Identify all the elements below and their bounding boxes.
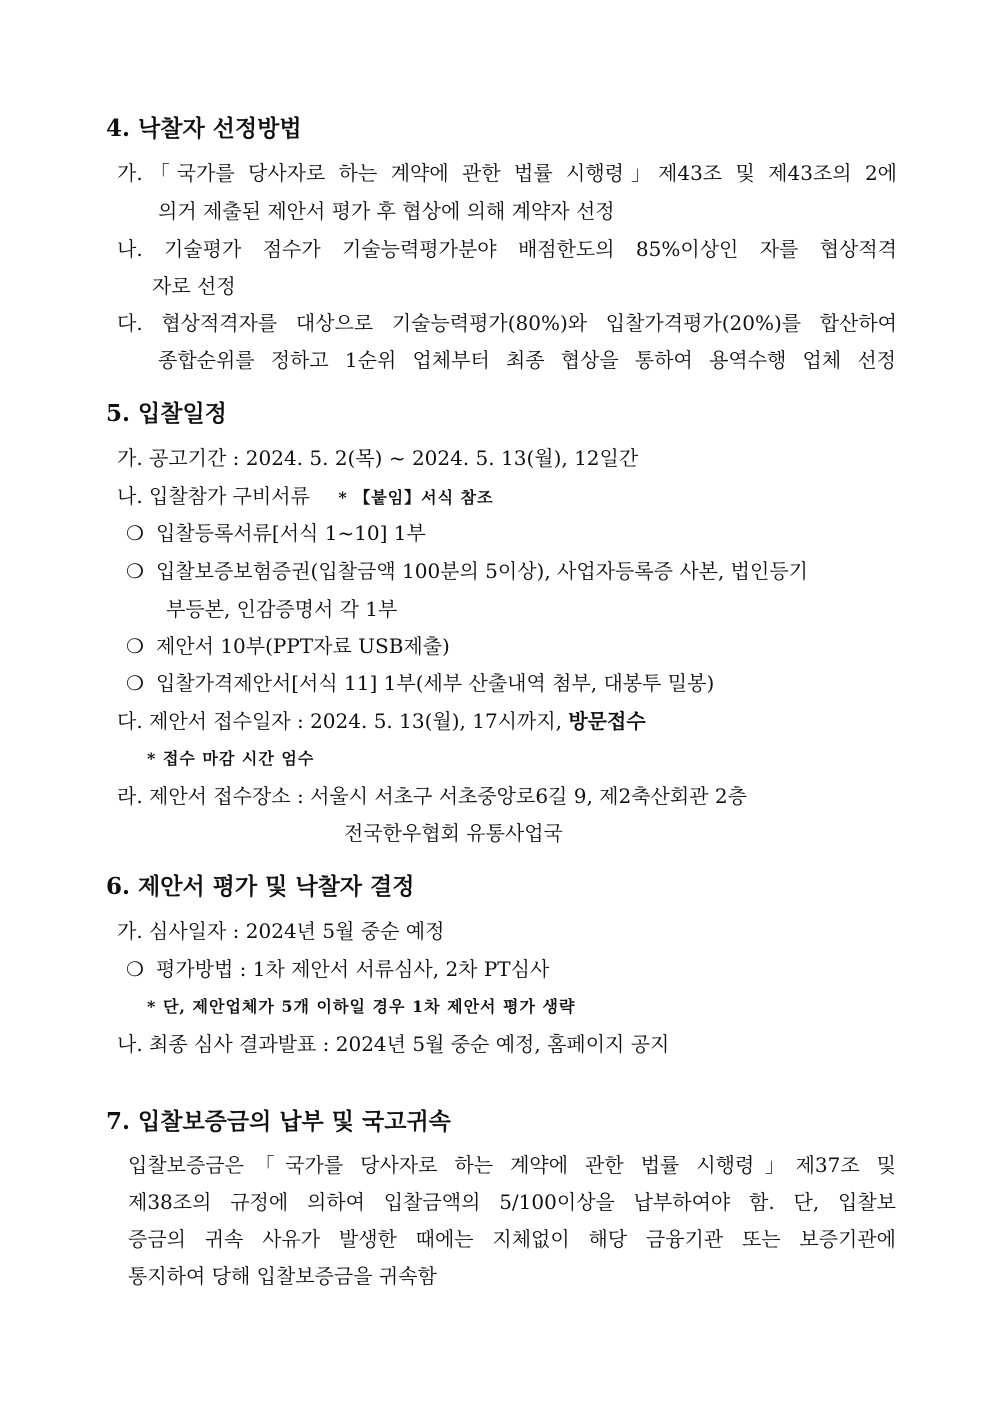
s7-paragraph-line4: 통지하여 당해 입찰보증금을 귀속함 (128, 1264, 437, 1288)
section-4-title: 4. 낙찰자 선정방법 (106, 115, 302, 142)
s4-item-na-line2: 자로 선정 (152, 274, 236, 298)
s5-item-da-text: 다. 제안서 접수일자 : 2024. 5. 13(월), 17시까지, (117, 709, 562, 733)
section-5-title: 5. 입찰일정 (106, 400, 227, 427)
bullet-circle-icon: ❍ (126, 671, 144, 695)
s5-item-ra-line2: 전국한우협회 유통사업국 (344, 821, 563, 845)
s5-bullet-3 (126, 632, 450, 660)
s6-bullet-1 (126, 955, 549, 983)
s6-note: * 단, 제안업체가 5개 이하일 경우 1차 제안서 평가 생략 (147, 997, 576, 1016)
s5-bullet-1 (126, 519, 426, 547)
s7-paragraph-line1: 입찰보증금은「국가를 당사자로 하는 계약에 관한 법률 시행령」제37조 및 (128, 1153, 896, 1177)
s5-item-na-note: * 【붙임】서식 참조 (338, 488, 494, 507)
s5-item-ra-line1: 라. 제안서 접수장소 : 서울시 서초구 서초중앙로6길 9, 제2축산회관 2층 (117, 784, 747, 808)
s5-item-da-bold: 방문접수 (568, 709, 646, 733)
s5-item-na-label: 나. 입찰참가 구비서류 (117, 484, 310, 508)
s5-bullet-1-text: 입찰등록서류[서식 1~10] 1부 (156, 521, 426, 545)
s5-bullet-2 (126, 557, 896, 585)
s5-item-na (117, 482, 494, 512)
s5-bullet-2-line2: 부등본, 인감증명서 각 1부 (166, 597, 398, 621)
s5-da-note: * 접수 마감 시간 엄수 (147, 749, 315, 768)
bullet-circle-icon: ❍ (126, 957, 144, 981)
s5-bullet-3-text: 제안서 10부(PPT자료 USB제출) (156, 634, 450, 658)
s4-item-da-line2: 종합순위를 정하고 1순위 업체부터 최종 협상을 통하여 용역수행 업체 선정 (158, 348, 896, 372)
s6-item-na: 나. 최종 심사 결과발표 : 2024년 5월 중순 예정, 홈페이지 공지 (117, 1032, 670, 1056)
s4-item-ga-line1: 가.「국가를 당사자로 하는 계약에 관한 법률 시행령」제43조 및 제43조의 2에 (117, 161, 897, 185)
s6-item-ga: 가. 심사일자 : 2024년 5월 중순 예정 (117, 919, 445, 943)
s5-bullet-4 (126, 669, 714, 697)
s7-paragraph-line2: 제38조의 규정에 의하여 입찰금액의 5/100이상을 납부하여야 함. 단, 입찰보 (128, 1190, 896, 1214)
bullet-circle-icon: ❍ (126, 634, 144, 658)
bullet-circle-icon: ❍ (126, 521, 144, 545)
s5-bullet-4-text: 입찰가격제안서[서식 11] 1부(세부 산출내역 첨부, 대봉투 밀봉) (156, 671, 715, 695)
s6-bullet-1-text: 평가방법 : 1차 제안서 서류심사, 2차 PT심사 (156, 957, 550, 981)
s5-item-ga: 가. 공고기간 : 2024. 5. 2(목) ~ 2024. 5. 13(월), 12일간 (117, 446, 639, 470)
s7-paragraph-line3: 증금의 귀속 사유가 발생한 때에는 지체없이 해당 금융기관 또는 보증기관에 (128, 1227, 896, 1251)
s5-item-da (117, 707, 646, 735)
s4-item-na-line1: 나. 기술평가 점수가 기술능력평가분야 배점한도의 85%이상인 자를 협상적격 (117, 237, 897, 261)
s4-item-ga-line2: 의거 제출된 제안서 평가 후 협상에 의해 계약자 선정 (158, 199, 615, 223)
section-7-title: 7. 입찰보증금의 납부 및 국고귀속 (106, 1108, 451, 1135)
s4-item-da-line1: 다. 협상적격자를 대상으로 기술능력평가(80%)와 입찰가격평가(20%)를 합산하여 (117, 311, 897, 335)
s5-bullet-2-text: 입찰보증보험증권(입찰금액 100분의 5이상), 사업자등록증 사본, 법인등기 (156, 559, 808, 583)
section-6-title: 6. 제안서 평가 및 낙찰자 결정 (106, 873, 415, 900)
bullet-circle-icon: ❍ (126, 559, 144, 583)
